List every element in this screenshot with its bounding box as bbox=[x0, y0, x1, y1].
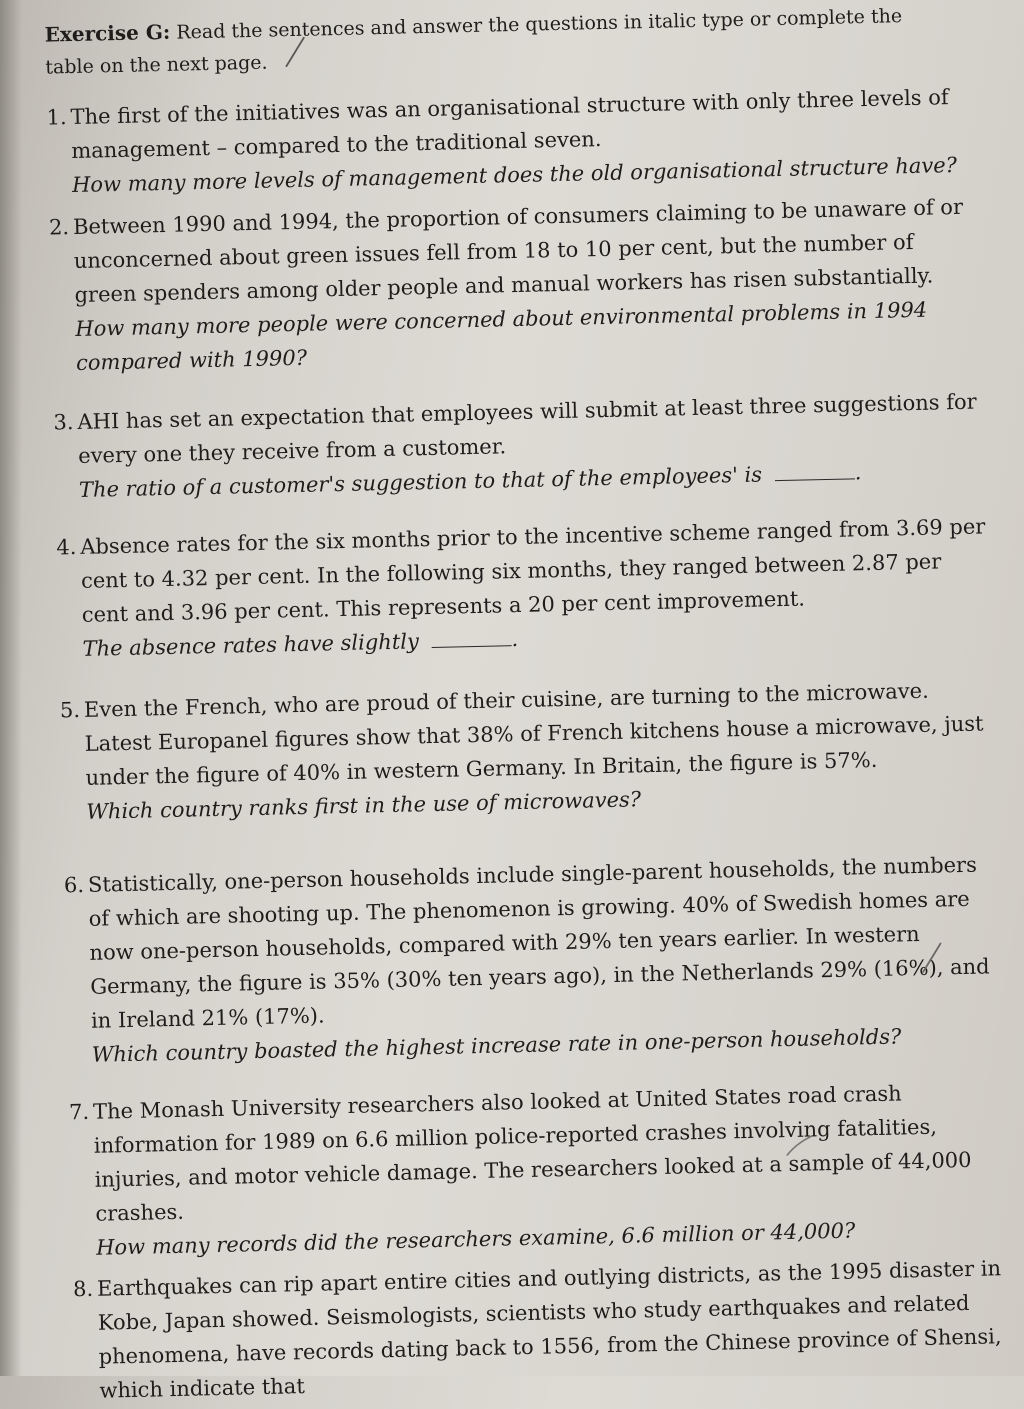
item-number: 3. bbox=[53, 410, 74, 435]
item-text: The Monash University researchers also looked at United States road crash information for 1989 on 6.6 million police-reported crashes involving fatalities, injuries, and motor vehicle damage. The researchers looked at a sample of 44,000 crashes. bbox=[92, 1081, 972, 1226]
question-end: . bbox=[854, 460, 862, 485]
item-text: Absence rates for the six months prior to the incentive scheme ranged from 3.69 per cent to 4.32 per cent. In the following six months, they ranged between 2.87 per cent and 3.96 per cent. This represents a 20 per cent improvement. bbox=[80, 514, 986, 627]
item-text: Earthquakes can rip apart entire cities and outlying districts, as the 1995 disaster in Kobe, Japan showed. Seismologists, scientists who study earthquakes and related phenomena, have records dating back to 1556, from the Chinese province of Shensi, which indicate that bbox=[96, 1256, 1002, 1403]
exercise-item-3 bbox=[53, 384, 985, 507]
item-number: 2. bbox=[48, 215, 70, 240]
item-number: 1. bbox=[46, 105, 67, 130]
question-end: . bbox=[511, 627, 519, 652]
item-number: 5. bbox=[59, 697, 81, 723]
exercise-item-4 bbox=[56, 509, 989, 666]
item-text: The first of the initiatives was an organisational structure with only three levels of management – compared to the traditional seven. bbox=[70, 85, 949, 164]
item-question: How many records did the researchers examine, 6.6 million or 44,000? bbox=[95, 1218, 856, 1260]
item-number: 7. bbox=[68, 1099, 90, 1125]
item-question: Which country ranks first in the use of microwaves? bbox=[86, 787, 642, 824]
exercise-header bbox=[44, 0, 925, 84]
item-text: Even the French, who are proud of their cuisine, are turning to the microwave. Latest Europanel figures show that 38% of French kitchens house a microwave, just under the figure of 40% in western Germany. In Britain, the figure is 57%. bbox=[83, 678, 984, 790]
exercise-item-1 bbox=[46, 79, 978, 202]
exercise-item-5 bbox=[60, 672, 993, 829]
item-text: AHI has set an expectation that employees will submit at least three suggestions for every one they receive from a customer. bbox=[77, 389, 977, 468]
item-question: How many more people were concerned about environmental problems in 1994 compared with 1990? bbox=[75, 297, 928, 375]
item-text: Statistically, one-person households include single-parent households, the numbers of which are shooting up. The phenomenon is growing. 40% of Swedish homes are now one-person households, compared with 29% ten years earlier. In western Germany, the figure is 35% (30% ten years ago), in the Netherlands 29% (16%), and in Ireland 21% (17%). bbox=[87, 852, 990, 1033]
exercise-item-6 bbox=[64, 847, 998, 1072]
exercise-item-8 bbox=[73, 1251, 1006, 1408]
item-text: Between 1990 and 1994, the proportion of consumers claiming to be unaware of or unconcerned about green issues fell from 18 to 10 per cent, but the number of green spenders among older people and manual workers has risen substantially. bbox=[72, 194, 964, 307]
item-question: The ratio of a customer's suggestion to that of the employees' is bbox=[78, 462, 763, 502]
exercise-instruction: Read the sentences and answer the questions in italic type or complete the table on the next page. bbox=[45, 5, 903, 79]
item-question: The absence rates have slightly bbox=[82, 629, 420, 661]
exercise-item-7 bbox=[69, 1074, 1003, 1265]
item-number: 4. bbox=[56, 535, 77, 560]
item-number: 8. bbox=[72, 1276, 94, 1302]
item-question: Which country boasted the highest increase rate in one-person households? bbox=[91, 1024, 902, 1067]
exercise-item-2 bbox=[49, 189, 983, 380]
item-number: 6. bbox=[63, 872, 85, 898]
item-question: How many more levels of management does the old organisational structure have? bbox=[71, 152, 958, 198]
answer-blank[interactable] bbox=[774, 460, 854, 481]
answer-blank[interactable] bbox=[431, 627, 511, 648]
exercise-label: Exercise G: bbox=[44, 19, 171, 47]
